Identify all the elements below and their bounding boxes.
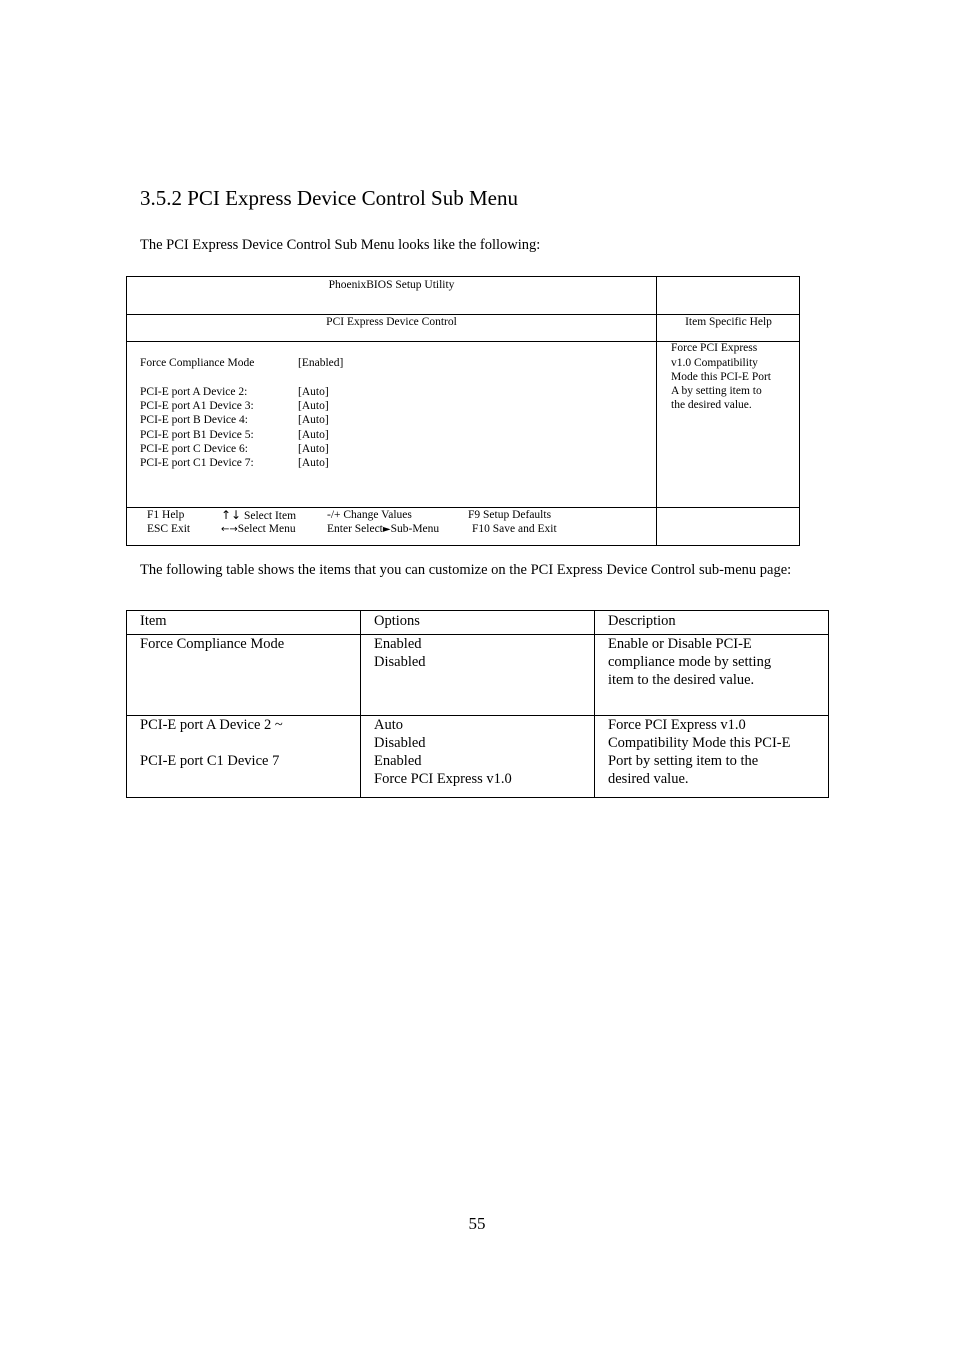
bios-help-line: v1.0 Compatibility [671, 357, 758, 369]
table-cell-option: Force PCI Express v1.0 [374, 771, 512, 787]
bios-setting-value[interactable]: [Auto] [298, 443, 329, 455]
table-header: Description [608, 613, 676, 629]
up-down-arrow-icon: ↑↓ [221, 508, 242, 522]
table-cell-option: Enabled [374, 636, 422, 652]
table-cell-option: Auto [374, 717, 403, 733]
bios-setting-value[interactable]: [Auto] [298, 457, 329, 469]
key-f10-save: F10 Save and Exit [472, 523, 557, 535]
table-cell-description: desired value. [608, 771, 689, 787]
table-cell-description: item to the desired value. [608, 672, 755, 688]
table-cell-item: Force Compliance Mode [140, 636, 285, 652]
key-f9-defaults: F9 Setup Defaults [468, 509, 552, 521]
bios-setting-label[interactable]: PCI-E port C1 Device 7: [140, 457, 254, 469]
intro-paragraph: The PCI Express Device Control Sub Menu looks like the following: [140, 237, 541, 253]
bios-setting-label[interactable]: Force Compliance Mode [140, 357, 255, 369]
bios-setting-label[interactable]: PCI-E port A Device 2: [140, 386, 248, 398]
bios-setting-value[interactable]: [Auto] [298, 429, 329, 441]
table-cell-option: Disabled [374, 654, 426, 670]
bios-screen [126, 276, 800, 546]
table-cell-item: PCI-E port A Device 2 ~ [140, 717, 283, 733]
bios-setting-value[interactable]: [Auto] [298, 400, 329, 412]
table-cell-description: compliance mode by setting [608, 654, 772, 670]
key-select-item: ↑↓ Select Item [221, 508, 297, 522]
page-number: 55 [468, 1214, 486, 1233]
bios-setting-value[interactable]: [Enabled] [298, 357, 344, 369]
table-cell-item: PCI-E port C1 Device 7 [140, 753, 280, 769]
key-enter-select: Enter Select►Sub-Menu [327, 523, 440, 535]
table-cell-description: Port by setting item to the [608, 753, 759, 769]
section-heading: 3.5.2 PCI Express Device Control Sub Menu [140, 186, 518, 210]
bios-menu-title: PCI Express Device Control [326, 316, 457, 328]
bios-setting-value[interactable]: [Auto] [298, 386, 329, 398]
bios-utility-title: PhoenixBIOS Setup Utility [328, 279, 455, 291]
bios-setting-value[interactable]: [Auto] [298, 414, 329, 426]
table-cell-option: Disabled [374, 735, 426, 751]
divider [594, 611, 595, 797]
table-cell-description: Enable or Disable PCI-E [608, 636, 752, 652]
table-cell-description: Force PCI Express v1.0 [608, 717, 746, 733]
options-table [126, 610, 829, 798]
key-select-menu: ←→Select Menu [221, 523, 296, 535]
bios-help-title: Item Specific Help [685, 316, 772, 328]
bios-help-line: Force PCI Express [671, 342, 758, 354]
bios-help-line: Mode this PCI-E Port [671, 371, 771, 383]
bios-setting-label[interactable]: PCI-E port C Device 6: [140, 443, 248, 455]
table-cell-option: Enabled [374, 753, 422, 769]
divider [656, 277, 657, 545]
table-intro-paragraph: The following table shows the items that you can customize on the PCI Express Device Control sub-menu page: [140, 562, 792, 578]
bios-help-line: A by setting item to [671, 385, 762, 397]
play-triangle-icon: ► [382, 524, 391, 535]
bios-setting-label[interactable]: PCI-E port A1 Device 3: [140, 400, 254, 412]
left-right-arrow-icon: ←→ [221, 524, 238, 535]
key-esc-exit: ESC Exit [147, 523, 191, 535]
bios-setting-label[interactable]: PCI-E port B Device 4: [140, 414, 248, 426]
bios-setting-label[interactable]: PCI-E port B1 Device 5: [140, 429, 254, 441]
divider [360, 611, 361, 797]
table-header: Item [140, 613, 167, 629]
table-cell-description: Compatibility Mode this PCI-E [608, 735, 791, 751]
key-f1-help: F1 Help [147, 509, 185, 521]
table-header: Options [374, 613, 420, 629]
key-change-values: -/+ Change Values [327, 509, 412, 521]
bios-help-line: the desired value. [671, 399, 752, 411]
